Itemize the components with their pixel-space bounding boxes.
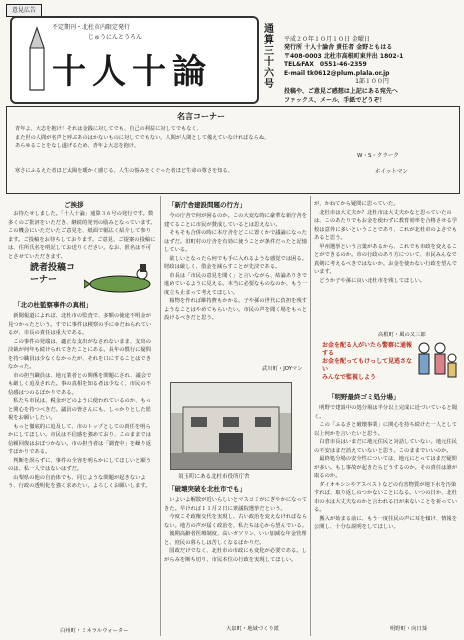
letter4-text: が、かねてから疑問に思っていた。 北杜市は大丈夫か？北杜市は大丈夫かなと思っていたのは、このあたりでもお金を使わずに教育効率を合格させる学校は意外に多いということであり、これが北杜市のよさでもあると思う。 甲州選挙という言葉があるから、これでも市政を変えることができるのか。市の行政のあり方について、市民みんなで真剣に考えるべきではないか。お金を使わない行政を望んでいます。 どうか子や孫に良い北杜市を残してほしい。 [314, 201, 458, 284]
letter3-heading: 「破壊突破を北杜市でも」 [168, 485, 246, 493]
greeting-text: お待たせしました。「十人十論」通算３６号の発行です。数多くのご批評をいただき、継続的発刊の励みとなっています。この機会にいただいたご意見を、紙面で幅広く紹介して参ります。ご投稿をお待ちしております。ご意見、ご提案の投稿には、住所氏名を明記してお送りください。なお、匿名は不可とさせていただきます。 [8, 211, 156, 260]
letter2-heading: 「新庁舎建設問題の行方」 [168, 201, 246, 209]
letter1-author: 白州町・ミネラルウォーター [60, 628, 129, 634]
letter5-text: 明野で建設中の処分場は半分以上完成に近づいていると聞く。 この「ふるさと破壊事業」に関心を持ち続けた一人として以上何かを言いたいと思う。 白倉市長はいまだに地元住民と対話していない。地元住民の不安はまだ消えていないと思う。このままでいいのか。 最終処分場の安全性については、地元にとってはまだ疑問が多い。もし事故が起きたらどうするのか。その責任は誰が取るのか。 ダイオキシンやアスベストなどの有害物質が地下水を汚染すれば、取り返しのつかないことになる。いつの日か、北杜市の水は大丈夫なのかと言われる日が来ないことを祈っている。 搬入が始まる前に、もう一度住民の声に耳を傾け、情報を公開し、十分な説明をしてほしい。 [314, 405, 458, 530]
publisher-tel: TEL&FAX 0551-46-2359 [284, 61, 367, 69]
publisher-address: 〒408-0003 北杜市高根町東井出 1802-1 [284, 52, 404, 60]
masthead-subtitle: 不定期刊・北杜市内限定発行 [52, 24, 131, 31]
family-illustration [412, 340, 460, 386]
letter3-author: 大泉町・地域づくり派 [226, 626, 279, 632]
quote-2: 寒さにふるえた者ほど太陽を暖かく感じる。人生の悩みをくぐった者ほど生命の尊さを知る。 [15, 168, 233, 174]
issue-number: 通算三十六号 [264, 24, 274, 90]
letter2-text: 今の庁舎で何が困るのか。この大変な時に豪華な新庁舎を建てることに市民が賛成しているとは思えない。 そもそも合併の時に本庁舎をどこに置くかで議論になったはずだ。旧町村の庁舎を有効に使うことが条件だったと記憶している。 欲しいとなったら何でも手に入れるような感覚では困る。財政は厳しく、借金を減らすことが先決である。 市長は「市民の意見を聞く」と言いながら、結論ありきで進めているように見える。本当に必要なものなのか、もう一度立ち止まって考えてほしい。 箱物を作れば維持費もかかる。子や孫の世代に負担を残すようなことはやめてもらいたい。市民の声を聞く場をもっと設けるべきだと思う。 [164, 213, 308, 321]
column-divider-1 [160, 196, 161, 636]
letter1-text: 新聞報道によれば、北杜市の監査で、多額の使途不明金が見つかったという。すでに事件は検察の手にゆだねられているが、市長の責任は重大である。 この事件の発端は、適正な支出がなされないまま、支出の決裁が何年も続けられてきたことにある。長年の慣行に疑問を持つ職員は少なくなかったが、それを口にすることはできなかった。 市の担当職員は、地元業者との関係を問題にされ、議会でも厳しく追及された。事の真相を知る者は少なく、市民の不信感はつのるばかりである。 私たち市民は、税金がどのように使われているのか、もっと関心を持つべきだ。議員の皆さんにも、しっかりとした監視をお願いしたい。 もっと徹底的に追及して、市のトップとしての責任を明らかにしてほしい。市民は不信感を強めており、このままでは信頼回復はおぼつかない。市の担当者は「調査中」を繰り返すばかりである。 判断を誤らずに、事件の全容を明らかにしてほしいと願うのは、私一人ではないはずだ。 山梨県の他の自治体でも、同じような問題が起きないよう、行政の透明化を強く求めたい。よろしくお願いします。 [8, 313, 152, 489]
photo-caption: 須玉町にある北杜市役所庁舎 [178, 474, 250, 480]
alligator-illustration [84, 262, 154, 296]
masthead-title: 十人十論 [52, 52, 212, 92]
quote-1-author: W・S・クラーク [357, 153, 399, 159]
pencil-icon [22, 26, 52, 96]
callout-line-1: お金を配る人がいたら警察に通報する [322, 342, 413, 357]
reader-corner-title: 読者投稿コーナー [30, 263, 76, 285]
callout-line-3: みんなで監視しよう [322, 374, 377, 381]
callout-box [314, 342, 412, 384]
quotes-heading: 名言コーナー [177, 111, 225, 121]
letter1-heading: 「北の杜監察事件の真相」 [14, 301, 92, 309]
quotes-box [6, 106, 460, 194]
masthead [10, 16, 259, 104]
letter5-author: 明野町・向日葵 [390, 626, 428, 632]
letter3-text: いよいよ解散が近いらしいとマスコミがにぎやかになってきた。早ければ１１月２日に衆議院選挙だという。 今度こそ政権交代を実現し、古い政治を変えなければならない。地方の声が届く政治を、私たちは心から望んでいる。 後期高齢者医療制度、高いガソリン、いい加減な年金管理と、庶民の暮らしは苦しくなるばかりだ。 国政だけでなく、北杜市の市政にも変化が必要である。しがらみを断ち切り、市民本位の行政を実現してほしい。 [164, 497, 308, 563]
quote-2-author: ホイットマン [375, 169, 408, 175]
publisher-price: 1部１００円 [355, 78, 389, 86]
publisher-block [284, 36, 460, 105]
masthead-ruby: じゅうにんとうろん [88, 34, 143, 41]
publisher-email: E-mail tk0612@plum.plala.or.jp [284, 69, 390, 77]
building-photo [170, 382, 292, 470]
greeting-heading: ご挨拶 [64, 201, 84, 209]
publisher-date: 平成２０年１０月１０日 金曜日 [284, 36, 370, 43]
ad-badge: 意見広告 [6, 4, 42, 17]
letter5-heading: 「明野最終ゴミ処分場」 [328, 393, 400, 401]
publisher-note: 投稿や、ご意見ご感想は上記にある宛先へ ファックス、メール、手紙でどうぞ！ [284, 88, 398, 104]
letter4-author: 高根町・風の又三郎 [378, 332, 426, 338]
quote-1: 青年よ、大志を抱け！それは金銭に対してでも、自己の利益に対してでもなく、 また世の人間が名声と呼ぶあのはかないものに対してでもない。人間が人間として備えていなければならぬ、 あらゆることをなし遂げるため、青年よ大志を抱け。 [15, 126, 270, 149]
letter2-author: 武川町・JOYマン [262, 366, 303, 372]
callout-line-2: お金を配ってもけっして見逃さない [322, 358, 413, 373]
publisher-office: 発行所 十人十論舎 責任者 金野ともはる [284, 44, 393, 52]
column-divider-2 [310, 196, 311, 636]
